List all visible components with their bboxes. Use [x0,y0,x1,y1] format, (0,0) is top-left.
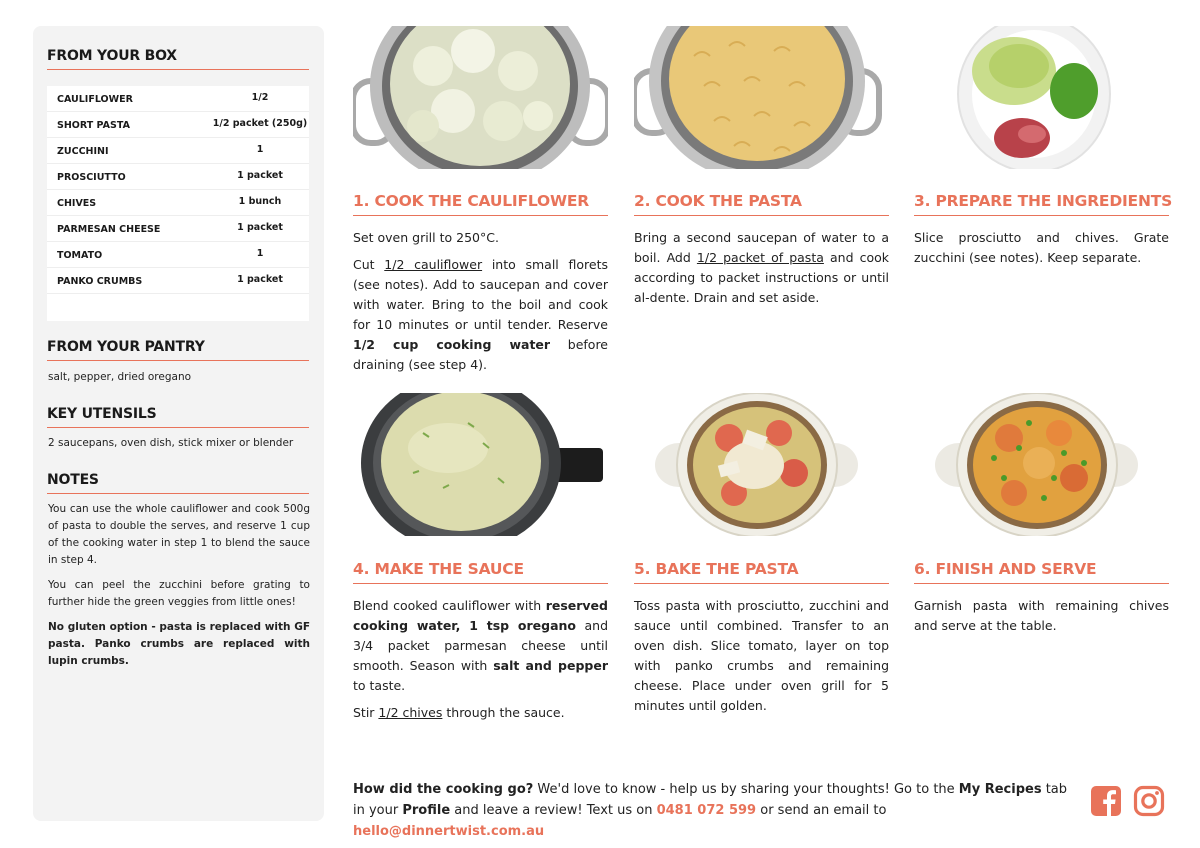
ingredient-qty: 1 packet [237,222,283,233]
ingredient-name: TOMATO [57,250,103,261]
from-box-heading: FROM YOUR BOX [47,48,309,70]
notes-text-3: No gluten option - pasta is replaced with GF pasta. Panko crumbs are replaced with lupin crumbs. [48,621,310,667]
ingredient-row [47,86,309,112]
ingredient-name: PROSCIUTTO [57,172,126,183]
ingredient-row [47,112,309,138]
cauliflower-photo [353,26,608,169]
notes-text-2: You can peel the zucchini before grating to further hide the green veggies from little ones! [48,579,310,608]
utensils-text: 2 saucepans, oven dish, stick mixer or blender [48,437,294,449]
ingredient-row [47,164,309,190]
step-6-title: 6. FINISH AND SERVE [914,560,1169,584]
ingredient-link: 1/2 packet of pasta [696,250,824,265]
ingredient-qty: 1 [256,248,264,259]
ingredient-name: CHIVES [57,198,97,209]
ingredient-qty: 1 packet [237,170,283,181]
ingredient-name: CAULIFLOWER [57,94,133,105]
text: or send an email to [756,803,887,818]
emphasis: 1/2 cup cooking water [353,337,551,352]
footer-message [353,779,1078,842]
step-5-title: 5. BAKE THE PASTA [634,560,889,584]
text: before draining (see step 4). [353,337,609,372]
ingredient-row [47,268,309,294]
step-3-title: 3. PREPARE THE INGREDIENTS [914,192,1169,216]
text: Cut [353,257,385,272]
text: and cook according to packet instructions or until al-dente. Drain and set aside. [634,250,890,305]
step-5-body [634,596,889,723]
step-1-instructions [353,255,608,375]
ingredient-link: 1/2 cauliflower [384,257,483,272]
pasta-photo [634,26,889,169]
step-4-title: 4. MAKE THE SAUCE [353,560,608,584]
ingredient-qty: 1 packet [237,274,283,285]
text: and leave a review! Text us on [450,803,657,818]
ingredient-name: SHORT PASTA [57,120,130,131]
text: We'd love to know - help us by sharing your thoughts! Go to the [533,782,959,797]
text: tab in your [353,782,1068,818]
sidebar [33,26,324,821]
sauce-photo [353,393,608,536]
ingredient-qty: 1/2 [251,92,269,103]
text: through the sauce. [442,705,565,720]
email-link[interactable]: hello@dinnertwist.com.au [353,824,545,839]
ingredients-table [47,86,309,321]
ingredient-row [47,216,309,242]
pantry-text: salt, pepper, dried oregano [48,371,192,383]
ingredient-qty: 1/2 packet (250g) [212,118,308,129]
step-4-instructions-2 [353,703,608,723]
text: and 3/4 packet parmesan cheese until smooth. Season with [353,618,608,673]
step-2-instructions [634,228,889,308]
notes-heading: NOTES [47,472,309,494]
ingredient-row [47,138,309,164]
step-1-title: 1. COOK THE CAULIFLOWER [353,192,608,216]
step-4-body [353,596,608,730]
profile-link: Profile [402,803,451,818]
utensils-heading: KEY UTENSILS [47,406,309,428]
step-1-text: Set oven grill to 250°C. [353,230,499,245]
pantry-heading: FROM YOUR PANTRY [47,339,309,361]
step-2-body [634,228,889,315]
ingredient-row [47,190,309,216]
text: Stir [353,705,379,720]
phone-number[interactable]: 0481 072 599 [656,803,757,818]
step-4-instructions [353,596,608,696]
ingredient-name: PANKO CRUMBS [57,276,143,287]
step-3-instructions: Slice prosciutto and chives. Grate zucchini (see notes). Keep separate. [914,230,1169,265]
text: Blend cooked cauliflower with [353,598,546,613]
step-6-body [914,596,1169,643]
ingredient-row [47,242,309,268]
text: Bring a second saucepan of water to a boil. Add [634,230,889,265]
step-5-instructions: Toss pasta with prosciutto, zucchini and sauce until combined. Transfer to an oven dish. Slice tomato, layer on top with panko crumbs and remaining cheese. Place under oven grill for 5 minutes until golden. [634,598,889,713]
ingredient-qty: 1 bunch [238,196,282,207]
step-2-title: 2. COOK THE PASTA [634,192,889,216]
ingredient-name: PARMESAN CHEESE [57,224,161,235]
finished-dish-photo [914,393,1169,536]
pasta-bake-photo [634,393,889,536]
step-6-instructions: Garnish pasta with remaining chives and serve at the table. [914,598,1169,633]
ingredients-photo [914,26,1169,169]
ingredient-name: ZUCCHINI [57,146,109,157]
emphasis: reserved cooking water, 1 tsp oregano [353,598,608,633]
my-recipes-link: My Recipes [958,782,1042,797]
instagram-icon[interactable] [1133,785,1165,817]
step-3-body [914,228,1169,275]
step-1-body [353,228,608,382]
ingredient-qty: 1 [256,144,264,155]
emphasis: salt and pepper [493,658,608,673]
text: into small florets (see notes). Add to saucepan and cover with water. Bring to the boil and cook for 10 minutes or until tender. Reserve [353,257,608,332]
text: to taste. [353,678,406,693]
notes-text-1: You can use the whole cauliflower and cook 500g of pasta to double the serves, and reserve 1 cup of the cooking water in step 1 to blend the sauce in step 4. [48,503,310,566]
ingredient-link: 1/2 chives [378,705,443,720]
footer-question: How did the cooking go? [353,782,534,797]
facebook-icon[interactable] [1090,785,1122,817]
